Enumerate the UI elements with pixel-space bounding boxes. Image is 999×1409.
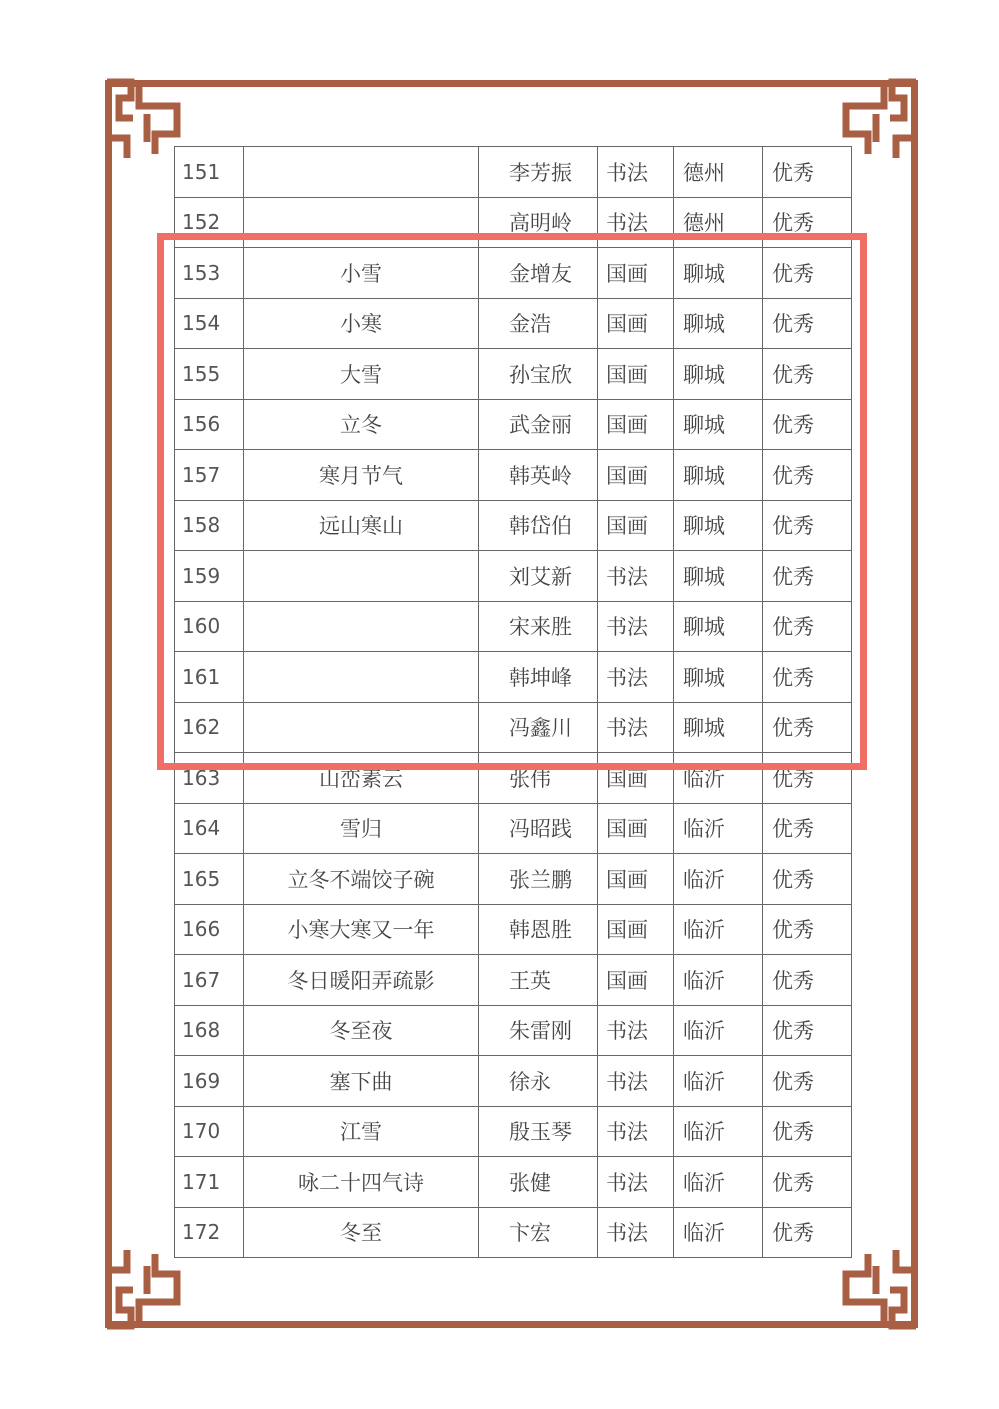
row-number: 154 (175, 298, 244, 349)
row-number: 163 (175, 753, 244, 804)
award-level: 优秀 (763, 1157, 852, 1208)
row-number: 156 (175, 399, 244, 450)
row-number: 158 (175, 500, 244, 551)
city: 临沂 (674, 1056, 763, 1107)
table-row (175, 702, 852, 753)
award-level: 优秀 (763, 399, 852, 450)
row-number: 170 (175, 1106, 244, 1157)
category: 书法 (598, 652, 674, 703)
table-row (175, 955, 852, 1006)
table-row (175, 1056, 852, 1107)
award-level: 优秀 (763, 1207, 852, 1258)
row-number: 152 (175, 197, 244, 248)
work-title: 立冬不端饺子碗 (244, 854, 479, 905)
category: 书法 (598, 1157, 674, 1208)
category: 书法 (598, 601, 674, 652)
row-number: 160 (175, 601, 244, 652)
work-title: 寒月节气 (244, 450, 479, 501)
category: 国画 (598, 349, 674, 400)
award-level: 优秀 (763, 248, 852, 299)
city: 临沂 (674, 854, 763, 905)
award-level: 优秀 (763, 1005, 852, 1056)
table-row (175, 298, 852, 349)
work-title: 远山寒山 (244, 500, 479, 551)
work-title: 山峦素云 (244, 753, 479, 804)
artist-name: 韩英岭 (479, 450, 598, 501)
table-row (175, 450, 852, 501)
work-title (244, 197, 479, 248)
award-table (174, 146, 852, 1258)
category: 国画 (598, 399, 674, 450)
award-level: 优秀 (763, 854, 852, 905)
award-level: 优秀 (763, 601, 852, 652)
category: 国画 (598, 854, 674, 905)
artist-name: 刘艾新 (479, 551, 598, 602)
artist-name: 卞宏 (479, 1207, 598, 1258)
artist-name: 韩坤峰 (479, 652, 598, 703)
work-title: 小寒大寒又一年 (244, 904, 479, 955)
artist-name: 韩恩胜 (479, 904, 598, 955)
artist-name: 王英 (479, 955, 598, 1006)
work-title (244, 147, 479, 198)
artist-name: 金增友 (479, 248, 598, 299)
work-title: 冬至夜 (244, 1005, 479, 1056)
award-level: 优秀 (763, 803, 852, 854)
work-title: 小寒 (244, 298, 479, 349)
award-level: 优秀 (763, 753, 852, 804)
award-level: 优秀 (763, 904, 852, 955)
artist-name: 张伟 (479, 753, 598, 804)
artist-name: 韩岱伯 (479, 500, 598, 551)
category: 国画 (598, 248, 674, 299)
work-title: 雪归 (244, 803, 479, 854)
artist-name: 张兰鹏 (479, 854, 598, 905)
city: 临沂 (674, 1005, 763, 1056)
category: 国画 (598, 803, 674, 854)
category: 书法 (598, 551, 674, 602)
table-row (175, 1207, 852, 1258)
award-level: 优秀 (763, 500, 852, 551)
row-number: 153 (175, 248, 244, 299)
category: 书法 (598, 1207, 674, 1258)
row-number: 157 (175, 450, 244, 501)
work-title: 立冬 (244, 399, 479, 450)
table-row (175, 753, 852, 804)
table-row (175, 500, 852, 551)
artist-name: 金浩 (479, 298, 598, 349)
city: 德州 (674, 197, 763, 248)
table-row (175, 1106, 852, 1157)
city: 聊城 (674, 551, 763, 602)
table-row (175, 601, 852, 652)
work-title: 大雪 (244, 349, 479, 400)
artist-name: 李芳振 (479, 147, 598, 198)
city: 聊城 (674, 298, 763, 349)
table-row (175, 854, 852, 905)
row-number: 162 (175, 702, 244, 753)
work-title (244, 551, 479, 602)
artist-name: 徐永 (479, 1056, 598, 1107)
category: 书法 (598, 1005, 674, 1056)
category: 书法 (598, 702, 674, 753)
table-row (175, 652, 852, 703)
category: 书法 (598, 197, 674, 248)
award-level: 优秀 (763, 955, 852, 1006)
award-level: 优秀 (763, 298, 852, 349)
city: 聊城 (674, 652, 763, 703)
row-number: 161 (175, 652, 244, 703)
award-level: 优秀 (763, 702, 852, 753)
row-number: 169 (175, 1056, 244, 1107)
city: 聊城 (674, 500, 763, 551)
row-number: 159 (175, 551, 244, 602)
work-title: 冬日暖阳弄疏影 (244, 955, 479, 1006)
artist-name: 武金丽 (479, 399, 598, 450)
work-title: 小雪 (244, 248, 479, 299)
work-title (244, 652, 479, 703)
table-row (175, 399, 852, 450)
work-title (244, 601, 479, 652)
award-level: 优秀 (763, 450, 852, 501)
city: 聊城 (674, 702, 763, 753)
row-number: 172 (175, 1207, 244, 1258)
table-row (175, 1005, 852, 1056)
work-title: 塞下曲 (244, 1056, 479, 1107)
table-row (175, 904, 852, 955)
city: 临沂 (674, 904, 763, 955)
city: 临沂 (674, 1157, 763, 1208)
category: 书法 (598, 1056, 674, 1107)
row-number: 166 (175, 904, 244, 955)
table-row (175, 248, 852, 299)
city: 临沂 (674, 753, 763, 804)
city: 聊城 (674, 248, 763, 299)
table-row (175, 147, 852, 198)
table-row (175, 1157, 852, 1208)
category: 国画 (598, 450, 674, 501)
corner-ornament-icon (840, 1250, 920, 1330)
city: 临沂 (674, 803, 763, 854)
artist-name: 高明岭 (479, 197, 598, 248)
artist-name: 孙宝欣 (479, 349, 598, 400)
row-number: 171 (175, 1157, 244, 1208)
corner-ornament-icon (103, 1250, 183, 1330)
artist-name: 殷玉琴 (479, 1106, 598, 1157)
award-level: 优秀 (763, 551, 852, 602)
city: 聊城 (674, 601, 763, 652)
artist-name: 朱雷刚 (479, 1005, 598, 1056)
artist-name: 冯鑫川 (479, 702, 598, 753)
award-level: 优秀 (763, 652, 852, 703)
row-number: 168 (175, 1005, 244, 1056)
category: 国画 (598, 298, 674, 349)
category: 国画 (598, 500, 674, 551)
work-title: 咏二十四气诗 (244, 1157, 479, 1208)
artist-name: 张健 (479, 1157, 598, 1208)
award-level: 优秀 (763, 197, 852, 248)
category: 国画 (598, 955, 674, 1006)
table-row (175, 803, 852, 854)
artist-name: 宋来胜 (479, 601, 598, 652)
city: 临沂 (674, 955, 763, 1006)
corner-ornament-icon (103, 78, 183, 158)
city: 聊城 (674, 399, 763, 450)
work-title: 冬至 (244, 1207, 479, 1258)
work-title (244, 702, 479, 753)
table-row (175, 197, 852, 248)
row-number: 165 (175, 854, 244, 905)
table-row (175, 349, 852, 400)
category: 书法 (598, 147, 674, 198)
row-number: 155 (175, 349, 244, 400)
city: 聊城 (674, 450, 763, 501)
row-number: 167 (175, 955, 244, 1006)
award-level: 优秀 (763, 349, 852, 400)
category: 书法 (598, 1106, 674, 1157)
table-row (175, 551, 852, 602)
city: 临沂 (674, 1106, 763, 1157)
work-title: 江雪 (244, 1106, 479, 1157)
city: 德州 (674, 147, 763, 198)
award-level: 优秀 (763, 147, 852, 198)
row-number: 164 (175, 803, 244, 854)
category: 国画 (598, 904, 674, 955)
award-level: 优秀 (763, 1106, 852, 1157)
corner-ornament-icon (840, 78, 920, 158)
city: 临沂 (674, 1207, 763, 1258)
city: 聊城 (674, 349, 763, 400)
artist-name: 冯昭践 (479, 803, 598, 854)
row-number: 151 (175, 147, 244, 198)
award-level: 优秀 (763, 1056, 852, 1107)
category: 国画 (598, 753, 674, 804)
